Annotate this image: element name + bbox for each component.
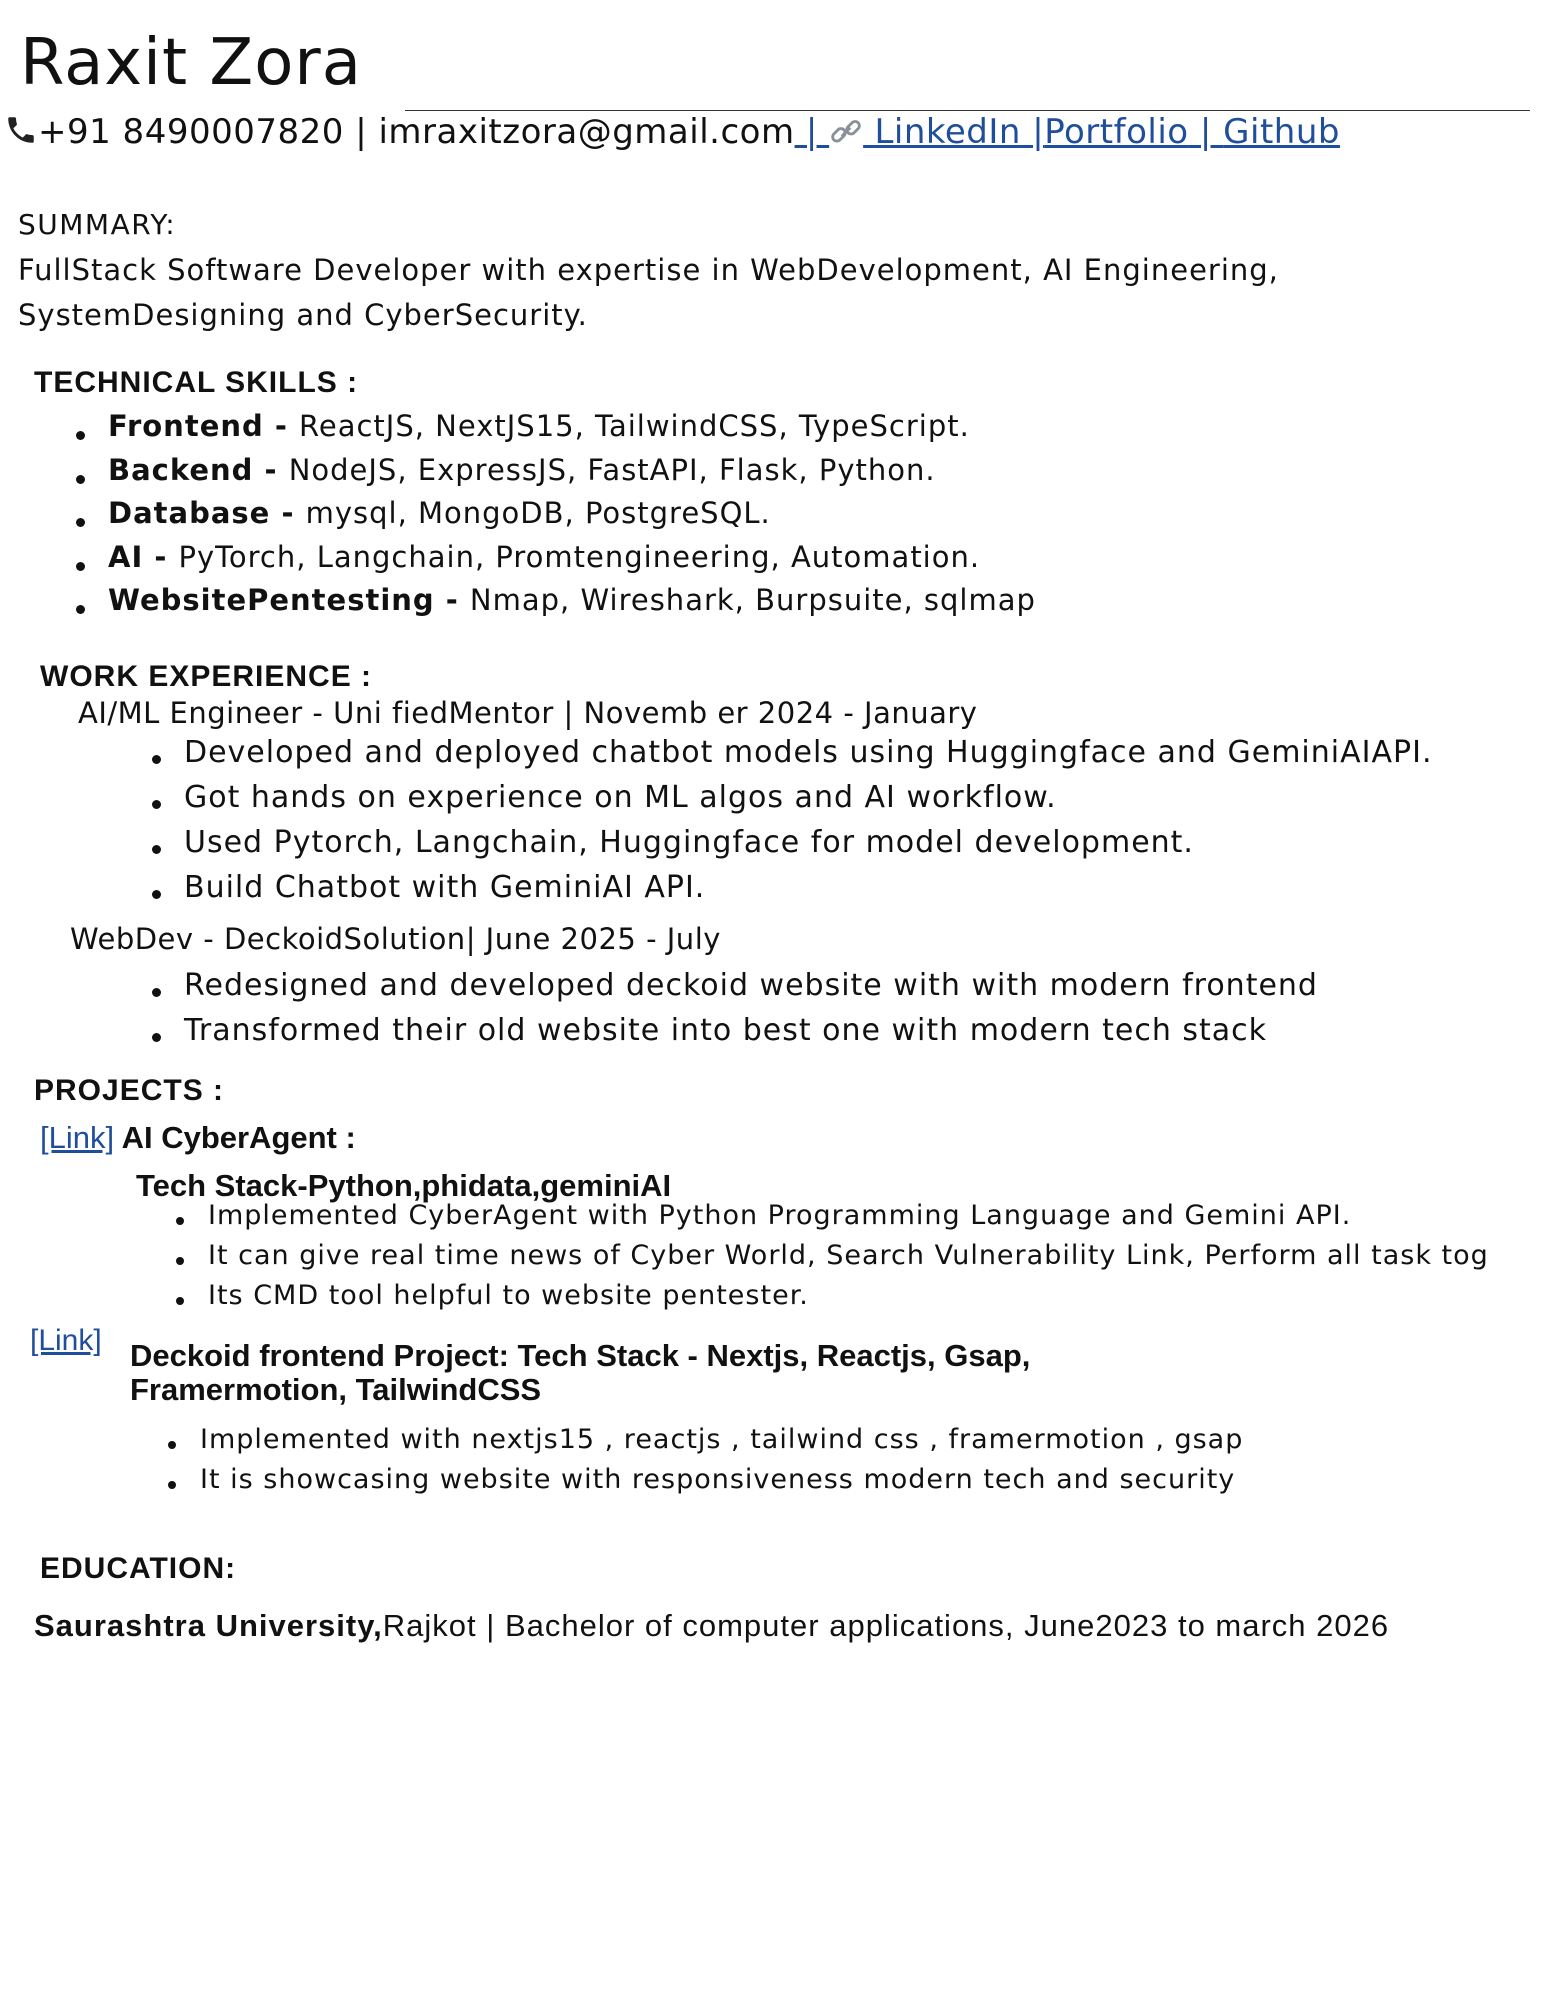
skill-item: WebsitePentesting - Nmap, Wireshark, Burpsuite, sqlmap [76,583,1036,627]
skills-heading: TECHNICAL SKILLS : [34,366,359,399]
job-title-line: WebDev - DeckoidSolution| June 2025 - July [70,922,721,956]
project-title: Deckoid frontend Project: Tech Stack - Nextjs, Reactjs, Gsap, [130,1338,1031,1373]
summary-text: FullStack Software Developer with expertise in WebDevelopment, AI Engineering, SystemDesigning and CyberSecurity. [18,253,1279,332]
summary-label: SUMMARY: [18,208,177,241]
skill-item: Frontend - ReactJS, NextJS15, TailwindCSS, TypeScript. [76,409,1036,453]
bullet-dot [76,562,85,571]
list-item: Transformed their old website into best one with modern tech stack [152,1013,1318,1058]
bullet-dot [152,845,161,854]
job-bullets [152,968,1318,1058]
bullet-dot [176,1217,184,1225]
bullet-dot [168,1481,176,1489]
list-item: It can give real time news of Cyber World, Search Vulnerability Link, Perform all task tog [176,1240,1489,1280]
chain-link-icon [829,117,863,147]
contact-line: +91 8490007820 | imraxitzora@gmail.com | LinkedIn |Portfolio | Github [4,112,1340,152]
list-item: Build Chatbot with GeminiAI API. [152,870,1432,915]
github-link[interactable]: Github [1223,112,1340,152]
header-divider [405,110,1530,111]
list-item: Got hands on experience on ML algos and AI workflow. [152,780,1432,825]
list-item: It is showcasing website with responsiveness modern tech and security [168,1464,1243,1504]
phone-number: +91 8490007820 [38,112,344,152]
bullet-dot [76,475,85,484]
bullet-dot [152,890,161,899]
phone-icon [4,113,38,147]
list-item: Used Pytorch, Langchain, Huggingface for model development. [152,825,1432,870]
job-bullets [152,735,1432,915]
contact-separator: | [343,112,379,152]
education-entry [34,1608,1389,1644]
bullet-dot [76,605,85,614]
candidate-name: Raxit Zora [20,26,362,100]
skill-item: Backend - NodeJS, ExpressJS, FastAPI, Flask, Python. [76,453,1036,497]
project-bullets [176,1200,1489,1320]
project-tech-stack: Tech Stack-Python,phidata,geminiAI [136,1168,672,1203]
bullet-dot [152,1033,161,1042]
bullet-dot [168,1441,176,1449]
list-item: Developed and deployed chatbot models using Huggingface and GeminiAIAPI. [152,735,1432,780]
education-heading: EDUCATION: [40,1552,237,1585]
bullet-dot [76,431,85,440]
list-item: Implemented CyberAgent with Python Programming Language and Gemini API. [176,1200,1489,1240]
bullet-dot [152,988,161,997]
project-link[interactable]: [Link] [30,1324,102,1357]
skills-list [76,409,1036,627]
job-title-line: AI/ML Engineer - Uni fiedMentor | Novemb er 2024 - January [78,696,978,730]
project-title: [Link] AI CyberAgent : [40,1120,356,1155]
bullet-dot [76,518,85,527]
linkedin-link[interactable]: LinkedIn [874,112,1021,152]
list-item: Implemented with nextjs15 , reactjs , tailwind css , framermotion , gsap [168,1424,1243,1464]
email-address[interactable]: imraxitzora@gmail.com [378,112,795,152]
bullet-dot [176,1297,184,1305]
bullet-dot [176,1257,184,1265]
skill-item: AI - PyTorch, Langchain, Promtengineering, Automation. [76,540,1036,584]
project-bullets [168,1424,1243,1504]
project-title-continued: Framermotion, TailwindCSS [130,1372,542,1407]
list-item: Its CMD tool helpful to website pentester. [176,1280,1489,1320]
bullet-dot [152,800,161,809]
projects-heading: PROJECTS : [34,1074,225,1107]
bullet-dot [152,755,161,764]
portfolio-link[interactable]: Portfolio [1044,112,1189,152]
education-details: Rajkot | Bachelor of computer applications, June2023 to march 2026 [382,1608,1390,1643]
institution-name: Saurashtra University, [34,1608,383,1643]
list-item: Redesigned and developed deckoid website with with modern frontend [152,968,1318,1013]
experience-heading: WORK EXPERIENCE : [40,660,373,693]
skill-item: Database - mysql, MongoDB, PostgreSQL. [76,496,1036,540]
project-link[interactable]: [Link] [40,1120,115,1155]
